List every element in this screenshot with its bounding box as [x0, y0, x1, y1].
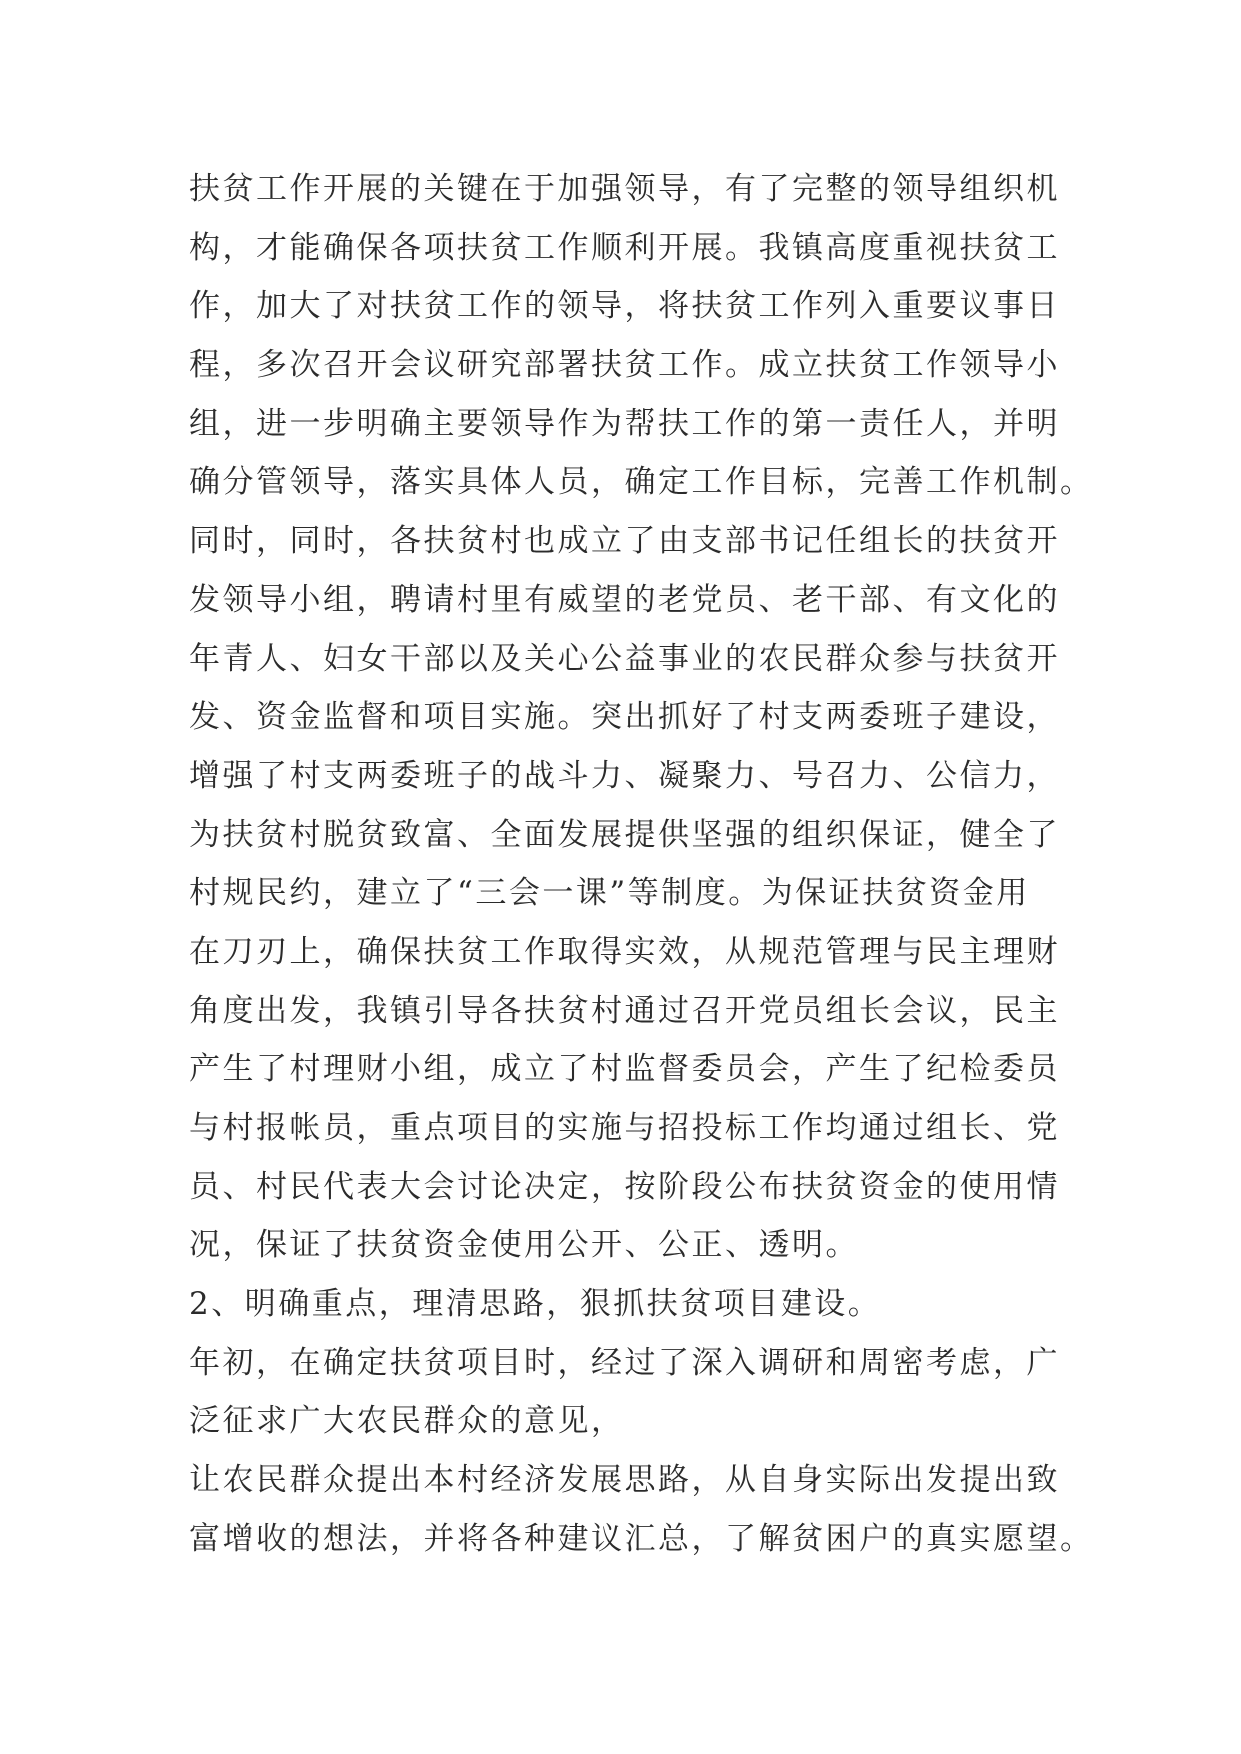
text-line: 富增收的想法，并将各种建议汇总，了解贫困户的真实愿望。 — [189, 1520, 1094, 1557]
text-line: 发领导小组，聘请村里有威望的老党员、老干部、有文化的 — [189, 581, 1060, 618]
text-line: 为扶贫村脱贫致富、全面发展提供坚强的组织保证，健全了 — [189, 816, 1060, 853]
text-line: 在刀刃上，确保扶贫工作取得实效，从规范管理与民主理财 — [189, 933, 1060, 970]
text-line: 年青人、妇女干部以及关心公益事业的农民群众参与扶贫开 — [189, 640, 1060, 677]
text-line: 组，进一步明确主要领导作为帮扶工作的第一责任人，并明 — [189, 405, 1060, 442]
text-line: 产生了村理财小组，成立了村监督委员会，产生了纪检委员 — [189, 1051, 1060, 1088]
text-line: 角度出发，我镇引导各扶贫村通过召开党员组长会议，民主 — [189, 992, 1060, 1029]
text-line: 确分管领导，落实具体人员，确定工作目标，完善工作机制。 — [189, 464, 1094, 501]
text-line: 况，保证了扶贫资金使用公开、公正、透明。 — [189, 1227, 859, 1264]
text-line: 与村报帐员，重点项目的实施与招投标工作均通过组长、党 — [189, 1110, 1060, 1146]
text-line: 增强了村支两委班子的战斗力、凝聚力、号召力、公信力， — [189, 757, 1060, 794]
section-heading: 2、明确重点，理清思路，狠抓扶贫项目建设。 — [189, 1286, 882, 1323]
text-line: 年初，在确定扶贫项目时，经过了深入调研和周密考虑，广 — [189, 1344, 1060, 1381]
text-line: 程，多次召开会议研究部署扶贫工作。成立扶贫工作领导小 — [189, 347, 1060, 384]
text-line: 扶贫工作开展的关键在于加强领导，有了完整的领导组织机 — [189, 171, 1060, 207]
text-line: 泛征求广大农民群众的意见， — [189, 1403, 625, 1440]
text-line: 构，才能确保各项扶贫工作顺利开展。我镇高度重视扶贫工 — [189, 229, 1060, 266]
text-line: 员、村民代表大会讨论决定，按阶段公布扶贫资金的使用情 — [189, 1168, 1060, 1205]
text-line: 发、资金监督和项目实施。突出抓好了村支两委班子建设， — [189, 699, 1060, 736]
text-line: 作，加大了对扶贫工作的领导，将扶贫工作列入重要议事日 — [189, 288, 1060, 325]
text-line: 同时，同时，各扶贫村也成立了由支部书记任组长的扶贫开 — [189, 523, 1060, 560]
body-text — [189, 160, 1094, 1569]
text-line: 村规民约，建立了“三会一课”等制度。为保证扶贫资金用 — [189, 875, 1030, 912]
text-line: 让农民群众提出本村经济发展思路，从自身实际出发提出致 — [189, 1462, 1060, 1499]
